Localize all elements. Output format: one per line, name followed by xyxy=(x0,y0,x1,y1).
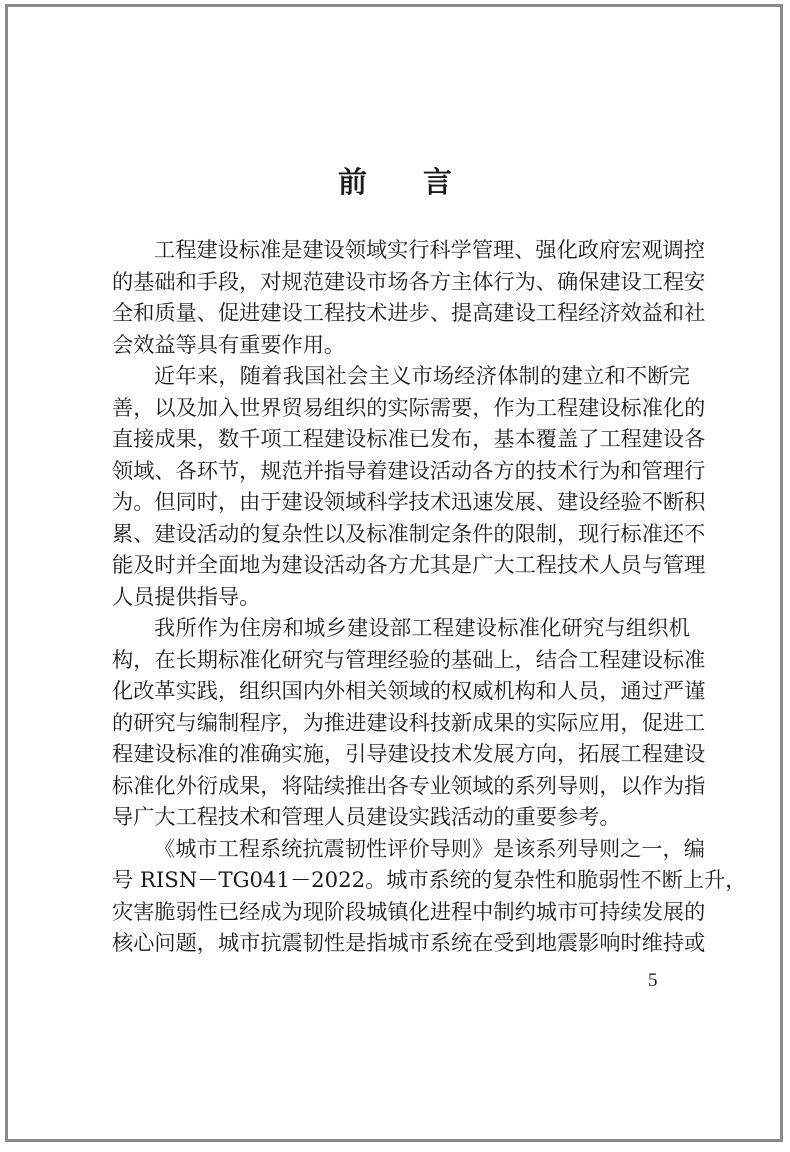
page-number: 5 xyxy=(648,970,658,991)
title-char: 言 xyxy=(423,165,453,199)
text-line: 人员提供指导。 xyxy=(112,583,261,609)
text-line: 全和质量、促进建设工程技术进步、提高建设工程经济效益和社 xyxy=(112,300,706,325)
text-line: 的研究与编制程序，为推进建设科技新成果的实际应用，促进工 xyxy=(112,709,706,735)
text-line: 灾害脆弱性已经成为现阶段城镇化进程中制约城市可持续发展的 xyxy=(112,898,706,924)
text-line: 为。但同时，由于建设领域科学技术迅速发展、建设经验不断积 xyxy=(112,489,706,514)
text-line: 号 RISN－TG041－2022。城市系统的复杂性和脆弱性不断上升， xyxy=(112,867,747,892)
text-line: 累、建设活动的复杂性以及标准制定条件的限制，现行标准还不 xyxy=(112,520,706,546)
text-line: 领域、各环节，规范并指导着建设活动各方的技术行为和管理行 xyxy=(112,457,706,483)
text-line: 程建设标准的准确实施，引导建设技术发展方向，拓展工程建设 xyxy=(112,741,706,766)
paragraph xyxy=(112,833,747,959)
text-line: 构，在长期标准化研究与管理经验的基础上，结合工程建设标准 xyxy=(112,646,706,672)
text-line: 标准化外衍成果，将陆续推出各专业领域的系列导则，以作为指 xyxy=(112,772,706,798)
text-line: 近年来，随着我国社会主义市场经济体制的建立和不断完 xyxy=(154,363,690,388)
text-line: 导广大工程技术和管理人员建设实践活动的重要参考。 xyxy=(112,804,621,829)
paragraph xyxy=(112,612,706,833)
text-line: 直接成果，数千项工程建设标准已发布，基本覆盖了工程建设各 xyxy=(112,426,706,451)
page-title xyxy=(0,160,790,201)
preface-body xyxy=(112,234,747,959)
text-line: 核心问题，城市抗震韧性是指城市系统在受到地震影响时维持或 xyxy=(112,930,706,955)
paragraph xyxy=(112,360,706,612)
text-line: 的基础和手段，对规范建设市场各方主体行为、确保建设工程安 xyxy=(112,268,706,294)
paragraph xyxy=(112,234,706,360)
title-char: 前 xyxy=(337,165,367,199)
text-line: 会效益等具有重要作用。 xyxy=(112,331,346,357)
text-line: 我所作为住房和城乡建设部工程建设标准化研究与组织机 xyxy=(154,615,690,640)
text-line: 能及时并全面地为建设活动各方尤其是广大工程技术人员与管理 xyxy=(112,552,706,577)
text-line: 工程建设标准是建设领域实行科学管理、强化政府宏观调控 xyxy=(154,237,705,262)
text-line: 化改革实践，组织国内外相关领域的权威机构和人员，通过严谨 xyxy=(112,678,706,703)
text-line: 《城市工程系统抗震韧性评价导则》是该系列导则之一，编 xyxy=(154,835,705,861)
text-line: 善，以及加入世界贸易组织的实际需要，作为工程建设标准化的 xyxy=(112,394,706,420)
